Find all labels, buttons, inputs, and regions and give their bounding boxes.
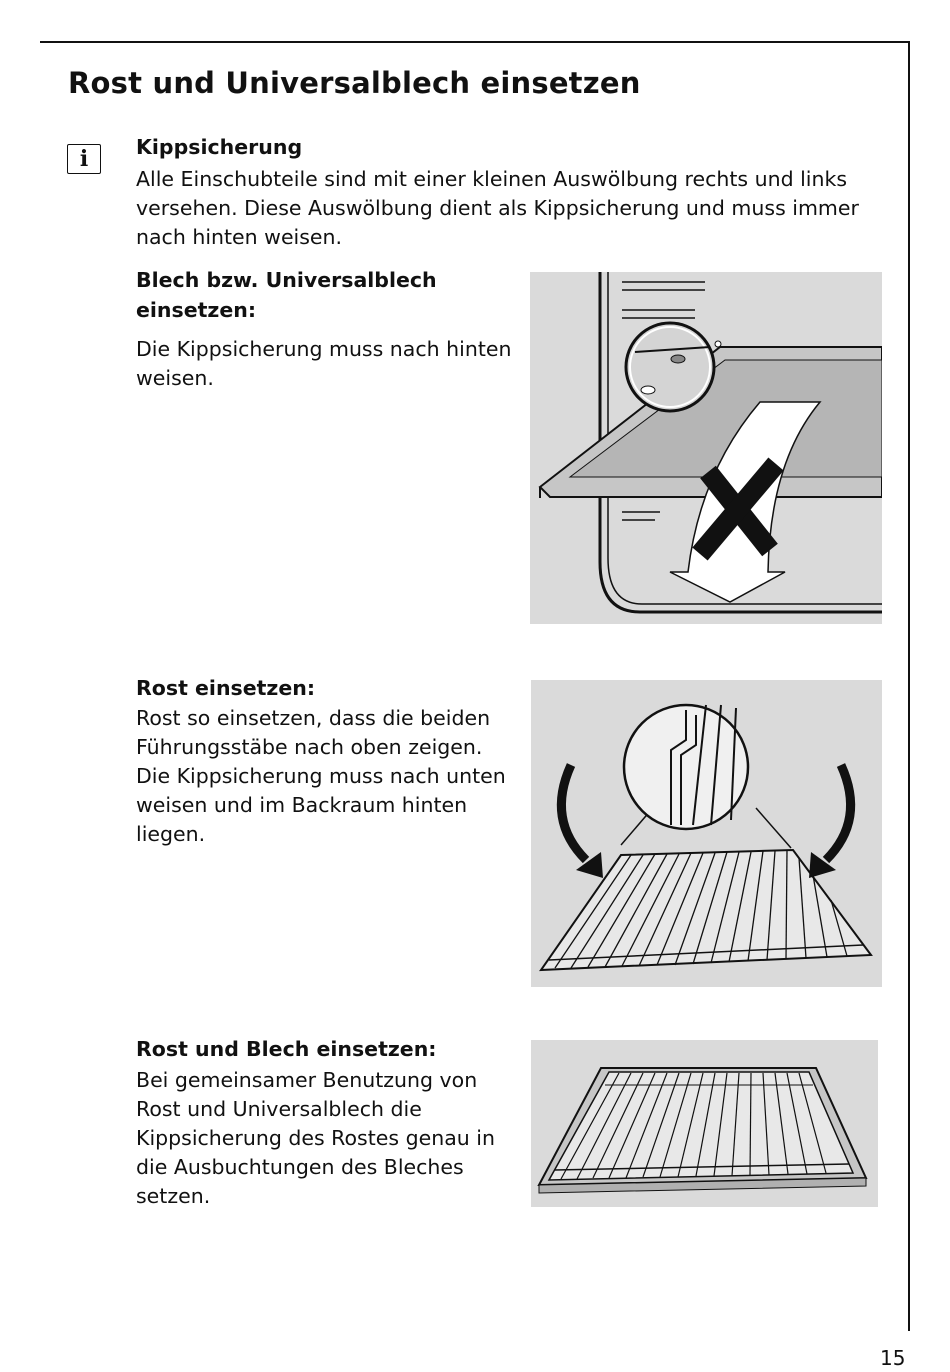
info-heading: Kippsicherung bbox=[136, 135, 303, 159]
section-text-tray: Die Kippsicherung muss nach hinten weisen. bbox=[136, 337, 512, 390]
info-text: Alle Einschubteile sind mit einer kleinen Auswölbung rechts und links versehen. Diese Auswölbung dient als Kippsicherung und muss immer nach hinten weisen. bbox=[136, 167, 859, 249]
section-text-rack-and-tray: Bei gemeinsamer Benutzung von Rost und Universalblech die Kippsicherung des Rostes genau in die Ausbuchtungen des Bleches setzen. bbox=[136, 1068, 495, 1208]
section-heading-tray: Blech bzw. Universalblech einsetzen: bbox=[136, 268, 437, 322]
right-margin-rule bbox=[908, 41, 910, 1331]
oven-tray-insertion-illustration bbox=[530, 272, 882, 624]
info-icon: i bbox=[67, 144, 101, 174]
page-number: 15 bbox=[880, 1346, 906, 1370]
rack-on-tray-illustration bbox=[531, 1040, 878, 1207]
page-title: Rost und Universalblech einsetzen bbox=[68, 66, 641, 100]
top-rule bbox=[40, 41, 910, 43]
section-text-rack: Rost so einsetzen, dass die beiden Führungsstäbe nach oben zeigen. Die Kippsicherung muss nach unten weisen und im Backraum hinten liegen. bbox=[136, 706, 506, 846]
oven-rack-illustration bbox=[531, 680, 882, 987]
section-heading-rack: Rost einsetzen: bbox=[136, 676, 316, 700]
section-heading-rack-and-tray: Rost und Blech einsetzen: bbox=[136, 1037, 437, 1061]
